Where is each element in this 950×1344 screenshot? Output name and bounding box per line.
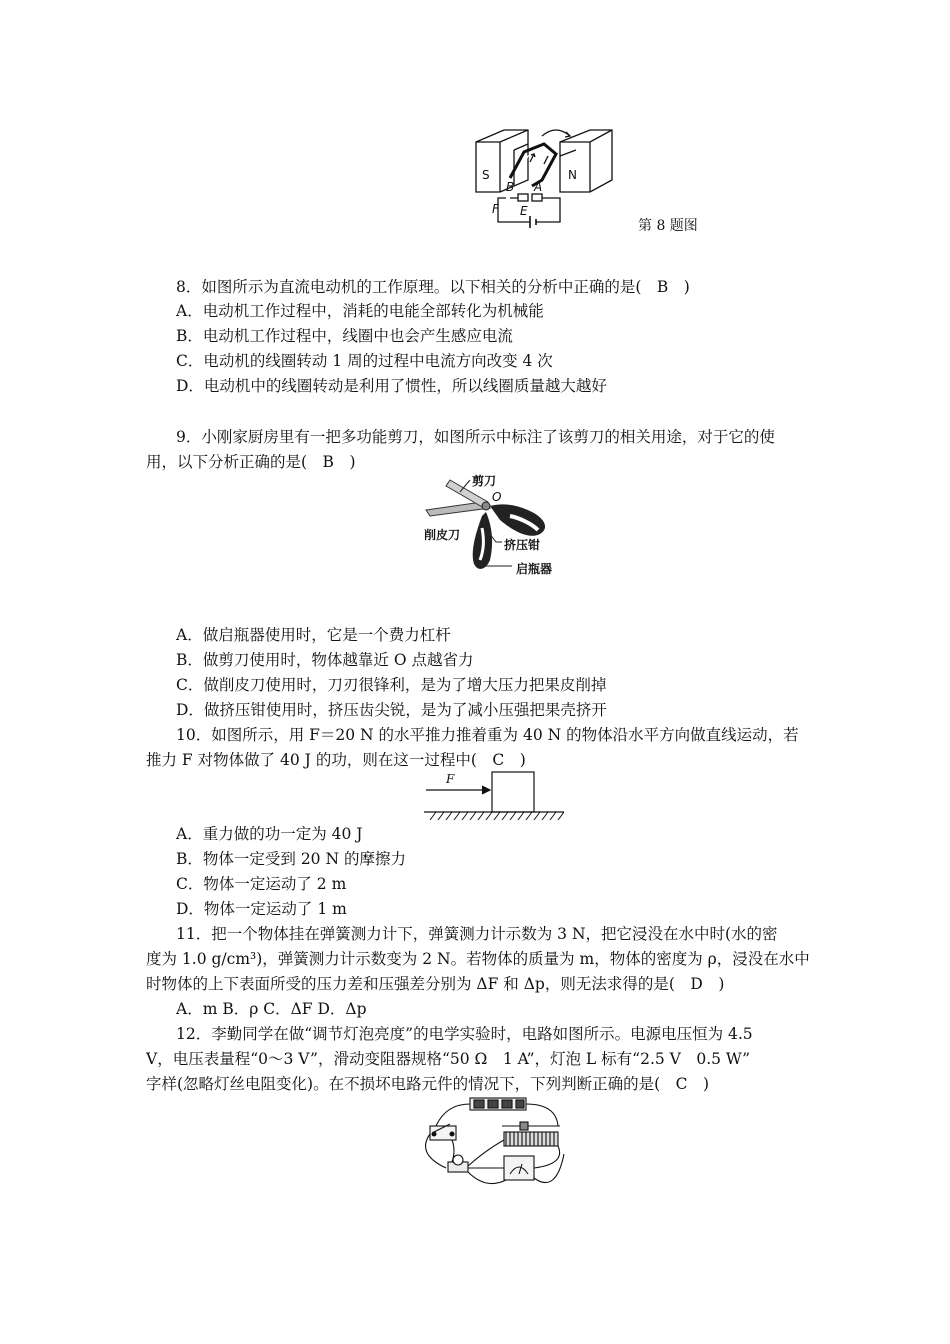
circuit-diagram [416,1094,568,1200]
q9-stem-line2: 用，以下分析正确的是( B ) [146,453,356,471]
q12-line3: 字样(忽略灯丝电阻变化)。在不损坏电路元件的情况下，下列判断正确的是( C ) [146,1075,710,1093]
pivot-o-label: O [492,490,502,504]
q11-line3: 时物体的上下表面所受的压力差和压强差分别为 ΔF 和 Δp，则无法求得的是( D ) [146,975,725,993]
q11-options: A．m B．ρ C．ΔF D．Δp [176,1000,367,1018]
scissors-label: 剪刀 [472,474,497,488]
q12-line1: 12．李勤同学在做“调节灯泡亮度”的电学实验时，电路如图所示。电源电压恒为 4.5 [176,1025,753,1043]
q11-line1: 11．把一个物体挂在弹簧测力计下，弹簧测力计示数为 3 N，把它浸没在水中时(水的密 [176,925,778,943]
scissors-figure [420,472,570,580]
motor-figure [470,122,620,234]
q9-stem-line1: 9．小刚家厨房里有一把多功能剪刀，如图所示中标注了该剪刀的相关用途，对于它的使 [176,428,775,446]
q10-option-b: B．物体一定受到 20 N 的摩擦力 [176,850,406,868]
opener-label: 启瓶器 [516,562,553,576]
magnet-n-label: N [568,168,577,182]
q10-stem-line1: 10．如图所示，用 F＝20 N 的水平推力推着重为 40 N 的物体沿水平方向做直线运动，若 [176,726,799,744]
push-block-figure [424,770,564,820]
q10-option-a: A．重力做的功一定为 40 J [176,825,363,843]
figure-8-caption: 第 8 题图 [638,218,698,234]
q10-option-d: D．物体一定运动了 1 m [176,900,347,918]
q8-stem: 8．如图所示为直流电动机的工作原理。以下相关的分析中正确的是( B ) [176,278,690,296]
brush-e-label: E [520,204,528,218]
q9-option-d: D．做挤压钳使用时，挤压齿尖锐，是为了减小压强把果壳挤开 [176,701,607,719]
q8-option-a: A．电动机工作过程中，消耗的电能全部转化为机械能 [176,302,544,320]
q8-option-d: D．电动机中的线圈转动是利用了惯性，所以线圈质量越大越好 [176,377,607,395]
q11-line2: 度为 1.0 g/cm³)，弹簧测力计示数变为 2 N。若物体的质量为 m，物体的密度为 ρ，浸没在水中 [146,950,810,968]
brush-a-label: A [534,180,543,194]
magnet-s-label: S [482,168,490,182]
motor-diagram [470,122,620,234]
circuit-figure [416,1094,568,1200]
q9-option-c: C．做削皮刀使用时，刀刃很锋利，是为了增大压力把果皮削掉 [176,676,607,694]
q9-option-b: B．做剪刀使用时，物体越靠近 O 点越省力 [176,651,474,669]
force-f-label: F [446,772,455,786]
q8-option-b: B．电动机工作过程中，线圈中也会产生感应电流 [176,327,513,345]
q12-line2: V，电压表量程“0～3 V”，滑动变阻器规格“50 Ω 1 A”，灯泡 L 标有“2.5 V 0.5 W” [146,1050,751,1068]
brush-f-label: F [492,202,499,216]
peeler-label: 削皮刀 [424,528,461,542]
q9-option-a: A．做启瓶器使用时，它是一个费力杠杆 [176,626,451,644]
q8-option-c: C．电动机的线圈转动 1 周的过程中电流方向改变 4 次 [176,352,553,370]
brush-b-label: B [506,180,515,194]
push-block-diagram [424,770,564,820]
q10-stem-line2: 推力 F 对物体做了 40 J 的功，则在这一过程中( C ) [146,751,526,769]
q10-option-c: C．物体一定运动了 2 m [176,875,347,893]
pliers-label: 挤压钳 [504,538,541,552]
